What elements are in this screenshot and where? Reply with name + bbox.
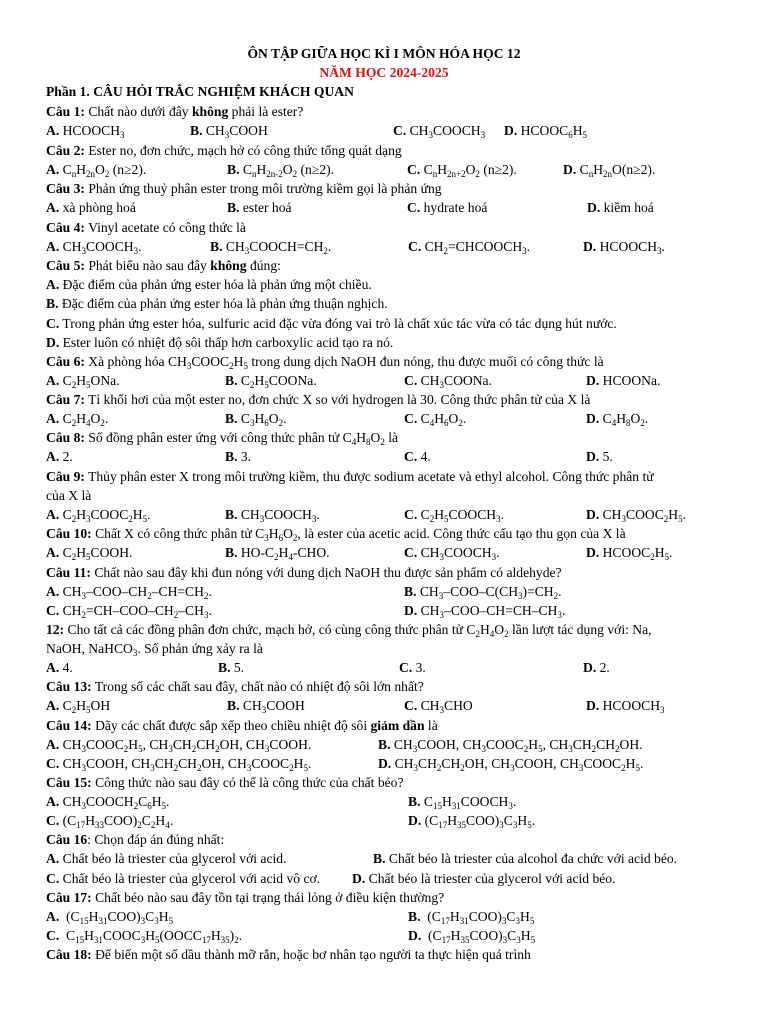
question-3 [46, 181, 442, 197]
option-d[interactable] [586, 373, 660, 389]
option-letter: A. [46, 909, 60, 924]
option-c[interactable]: C. $CH_3COOCH_3$. [404, 545, 500, 562]
option-text: 2. [62, 449, 73, 464]
option-letter: D. [46, 335, 60, 350]
option-b[interactable]: B. $C_{15}H_{31}COOCH_3$. [408, 794, 517, 811]
option-d[interactable]: D. $C_nH_{2n}O(n\ge 2)$. [563, 162, 656, 179]
option-letter: C. [404, 449, 418, 464]
option-text: Chất béo là triester của glycerol với acid. [62, 851, 287, 866]
option-d[interactable] [587, 200, 654, 216]
option-text: HCOONa. [602, 373, 661, 388]
question-text: là [424, 718, 438, 733]
question-6: Câu 6: Xà phòng hóa $CH_3COOC_2H_5$ trong dung dịch NaOH đun nóng, thu được muối có công thức là [46, 354, 604, 371]
question-text: Phát biểu nào sau đây [88, 258, 211, 273]
option-letter: B. [408, 794, 421, 809]
option-letter: B. [225, 545, 238, 560]
part-label: Phần 1. [46, 84, 90, 99]
option-letter: A. [46, 277, 60, 292]
question-text: Thủy phân ester X trong môi trường kiềm, thu được sodium acetate và ethyl alcohol. Công thức phân tử [88, 469, 654, 484]
question-number: Câu 13: [46, 679, 92, 694]
option-letter: B. [46, 296, 59, 311]
question-emphasis: giảm dần [370, 718, 425, 733]
option-letter: D. [352, 871, 366, 886]
question-text: : Chọn đáp án đúng nhất: [87, 832, 225, 847]
option-letter: A. [46, 584, 60, 599]
question-11 [46, 565, 562, 581]
option-c[interactable]: C. $CH_2=CHCOOCH_3$. [408, 239, 531, 256]
question-number: Câu 6: [46, 354, 85, 369]
option-letter: C. [404, 698, 418, 713]
option-d[interactable] [46, 335, 393, 351]
option-letter: A. [46, 737, 60, 752]
question-9-cont: của X là [46, 488, 92, 503]
option-letter: D. [587, 200, 601, 215]
option-letter: B. [404, 584, 417, 599]
option-letter: D. [583, 239, 597, 254]
option-a[interactable]: A. $C_2H_3COOC_2H_5$. [46, 507, 151, 524]
question-text: Vinyl acetate có công thức là [88, 220, 246, 235]
option-letter: D. [408, 813, 422, 828]
option-c[interactable] [46, 871, 320, 887]
option-letter: D. [504, 123, 518, 138]
option-text: Đặc điểm của phản ứng ester hóa là phản ứng thuận nghịch. [61, 296, 388, 311]
question-number: Câu 7: [46, 392, 85, 407]
option-text: Chất béo là triester của alcohol đa chức với acid béo. [388, 851, 678, 866]
question-12-cont: NaOH, NaHCO$_3$. Số phản ứng xảy ra là [46, 641, 263, 658]
option-text: Chất béo là triester của glycerol với acid vô cơ. [62, 871, 321, 886]
question-number: Câu 2: [46, 143, 85, 158]
option-letter: B. [225, 373, 238, 388]
option-text: Chất béo là triester của glycerol với acid béo. [368, 871, 616, 886]
option-d[interactable]: D. $C_4H_8O_2$. [586, 411, 649, 428]
option-a[interactable]: A. $HCOOCH_3$ [46, 123, 125, 140]
option-letter: C. [46, 756, 60, 771]
option-a[interactable]: A. $CH_3COOCH_2C_6H_5$. [46, 794, 170, 811]
option-a[interactable] [46, 200, 136, 216]
option-letter: C. [404, 373, 418, 388]
question-text: Để biến một số dầu thành mỡ rắn, hoặc bơ nhân tạo người ta thực hiện quá trình [95, 947, 531, 962]
option-letter: B. [210, 239, 223, 254]
option-a[interactable]: A. $CH_3-COO-CH_2-CH=CH_2$. [46, 584, 212, 601]
question-number: Câu 11: [46, 565, 91, 580]
option-c[interactable] [407, 200, 487, 216]
option-letter: C. [404, 507, 418, 522]
option-c[interactable]: C. $C_4H_6O_2$. [404, 411, 467, 428]
option-letter: B. [218, 660, 231, 675]
option-text: ester hoá [242, 200, 292, 215]
question-5 [46, 258, 281, 274]
option-c[interactable] [399, 660, 426, 676]
option-a[interactable]: A. $CH_3COOC_2H_5$, $CH_3CH_2CH_2OH$, $CH_3COOH$. [46, 737, 312, 754]
option-letter: C. [408, 239, 422, 254]
option-d[interactable]: D. $HCOOCH_3$. [583, 239, 665, 256]
option-d[interactable]: D. $CH_3COOC_2H_5$. [586, 507, 687, 524]
question-15 [46, 775, 404, 791]
question-number: Câu 8: [46, 430, 85, 445]
option-d[interactable] [586, 449, 613, 465]
question-number: Câu 4: [46, 220, 85, 235]
option-text: 4. [420, 449, 431, 464]
option-letter: C. [399, 660, 413, 675]
option-a[interactable]: A. $C_nH_{2n}O_2$ (n≥2). [46, 162, 147, 179]
option-letter: A. [46, 239, 60, 254]
option-b[interactable]: B. $C_2H_5COONa$. [225, 373, 317, 390]
option-letter: A. [46, 411, 60, 426]
option-b[interactable]: B. $CH_3COOH$ [190, 123, 268, 140]
option-d[interactable] [583, 660, 610, 676]
question-number: Câu 10: [46, 526, 92, 541]
option-letter: D. [583, 660, 597, 675]
question-13 [46, 679, 424, 695]
option-letter: A. [46, 373, 60, 388]
option-letter: C. [46, 316, 60, 331]
question-emphasis: không [210, 258, 247, 273]
option-letter: C. [407, 162, 421, 177]
question-14 [46, 718, 438, 734]
page-title: ÔN TẬP GIỮA HỌC KÌ I MÔN HÓA HỌC 12 [247, 46, 521, 61]
question-9 [46, 469, 654, 485]
option-b[interactable]: B. $CH_3COOCH_3$. [225, 507, 320, 524]
option-a[interactable]: A. $C_2H_5OH$ [46, 698, 111, 715]
option-letter: C. [404, 411, 418, 426]
option-text: hydrate hoá [423, 200, 488, 215]
option-text: 5. [233, 660, 245, 675]
question-text: Phản ứng thuỷ phân ester trong môi trường kiềm gọi là phản ứng [88, 181, 442, 196]
option-letter: D. [586, 373, 600, 388]
question-number: Câu 5: [46, 258, 85, 273]
option-letter: D. [586, 449, 600, 464]
option-c[interactable]: C. $C_{15}H_{31}COOC_3H_5(OOCC_{17}H_{35})_2$. [46, 928, 243, 945]
question-text: Dãy các chất được sắp xếp theo chiều nhiệt độ sôi [95, 718, 371, 733]
question-number: Câu 1: [46, 104, 85, 119]
option-b[interactable]: B. $(C_{17}H_{31}COO)_3C_3H_5$ [408, 909, 535, 926]
option-letter: B. [378, 737, 391, 752]
question-4 [46, 220, 246, 236]
option-a[interactable] [46, 660, 73, 676]
question-text: đúng: [246, 258, 281, 273]
option-letter: B. [373, 851, 386, 866]
question-17 [46, 890, 444, 906]
option-letter: C. [46, 813, 60, 828]
option-letter: D. [586, 411, 600, 426]
option-letter: A. [46, 507, 60, 522]
option-d[interactable]: D. $(C_{17}H_{35}COO)_3C_3H_5$ [408, 928, 536, 945]
part-title: CÂU HỎI TRẮC NGHIỆM KHÁCH QUAN [93, 84, 354, 99]
question-text: Chất nào sau đây khi đun nóng với dung dịch NaOH thu được sản phẩm có aldehyde? [94, 565, 562, 580]
option-text: 3. [240, 449, 252, 464]
option-c[interactable] [404, 449, 431, 465]
option-d[interactable]: D. $HCOOCH_3$ [586, 698, 665, 715]
option-letter: B. [225, 449, 238, 464]
question-text: Ester no, đơn chức, mạch hở có công thức tổng quát dạng [88, 143, 402, 158]
question-text: Tỉ khối hơi của một ester no, đơn chức X so với hydrogen là 30. Công thức phân tử của X là [88, 392, 591, 407]
option-letter: A. [46, 162, 60, 177]
question-number: Câu 9: [46, 469, 85, 484]
option-text: Ester luôn có nhiệt độ sôi thấp hơn carboxylic acid tạo ra nó. [62, 335, 394, 350]
school-year: NĂM HỌC 2024-2025 [319, 65, 449, 80]
option-letter: A. [46, 123, 60, 138]
question-1 [46, 104, 303, 120]
option-d[interactable]: D. $CH_3-COO-CH=CH-CH_3$. [404, 603, 566, 620]
option-text: Trong phản ứng ester hóa, sulfuric acid đặc vừa đóng vai trò là chất xúc tác vừa có tác dụng hút nước. [62, 316, 617, 331]
option-letter: D. [563, 162, 577, 177]
option-b[interactable] [46, 296, 388, 312]
option-b[interactable]: B. $CH_3-COO-C(CH_3)=CH_2$. [404, 584, 562, 601]
option-d[interactable]: D. $(C_{17}H_{35}COO)_3C_3H_5$. [408, 813, 536, 830]
option-b[interactable] [218, 660, 244, 676]
question-emphasis: không [191, 104, 229, 119]
question-text: Trong số các chất sau đây, chất nào có nhiệt độ sôi lớn nhất? [94, 679, 424, 694]
question-text: Chất béo nào sau đây tồn tại trạng thái lỏng ở điều kiện thường? [95, 890, 445, 905]
option-c[interactable]: C. $CH_3COOH$, $CH_3CH_2CH_2OH$, $CH_3COOC_2H_5$. [46, 756, 312, 773]
option-b[interactable]: B. $CH_3COOCH=CH_2$. [210, 239, 332, 256]
option-a[interactable]: A. $C_2H_4O_2$. [46, 411, 109, 428]
question-number: Câu 16 [46, 832, 88, 847]
option-c[interactable]: C. $CH_3COONa$. [404, 373, 492, 390]
option-text: kiềm hoá [603, 200, 654, 215]
option-text: 3. [415, 660, 426, 675]
question-number: Câu 14: [46, 718, 92, 733]
question-10: Câu 10: Chất X có công thức phân tử $C_3H_6O_2$, là ester của acetic acid. Công thức cấu tạo thu gọn của X là [46, 526, 626, 543]
question-2 [46, 143, 402, 159]
option-letter: D. [378, 756, 392, 771]
option-text: 2. [599, 660, 610, 675]
part-heading [46, 84, 354, 100]
option-b[interactable]: B. $HO-C_2H_4$-CHO. [225, 545, 330, 562]
option-d[interactable]: D. $CH_3CH_2CH_2OH$, $CH_3COOH$, $CH_3COOC_2H_5$. [378, 756, 644, 773]
question-16 [46, 832, 224, 848]
question-number: Câu 18: [46, 947, 92, 962]
question-12: 12: Cho tất cả các đồng phân đơn chức, mạch hở, có cùng công thức phân tử $C_2H_4O_2$ lần lượt tác dụng với: Na, [46, 622, 652, 639]
option-a[interactable]: A. $(C_{15}H_{31}COO)_3C_3H_5$ [46, 909, 174, 926]
option-a[interactable]: A. $C_2H_5COOH$. [46, 545, 133, 562]
option-letter: B. [227, 162, 240, 177]
option-a[interactable]: A. $C_2H_5ONa$. [46, 373, 120, 390]
option-b[interactable] [227, 200, 292, 216]
question-8: Câu 8: Số đồng phân ester ứng với công thức phân tử $C_4H_8O_2$ là [46, 430, 399, 447]
option-a[interactable]: A. $CH_3COOCH_3$. [46, 239, 142, 256]
option-b[interactable]: B. $C_3H_6O_2$. [225, 411, 287, 428]
option-letter: B. [227, 698, 240, 713]
option-a[interactable] [46, 449, 73, 465]
option-d[interactable] [352, 871, 616, 887]
option-c[interactable]: C. $C_nH_{2n+2}O_2$ (n≥2). [407, 162, 517, 179]
option-letter: C. [46, 928, 60, 943]
option-c[interactable] [46, 316, 617, 332]
option-text: xà phòng hoá [62, 200, 136, 215]
question-number: Câu 15: [46, 775, 92, 790]
option-letter: B. [190, 123, 203, 138]
option-b[interactable] [373, 851, 677, 867]
option-c[interactable]: C. $CH_3CHO$ [404, 698, 473, 715]
option-letter: A. [46, 698, 60, 713]
option-b[interactable]: B. $CH_3COOH$, $CH_3COOC_2H_5$, $CH_3CH_2CH_2OH$. [378, 737, 643, 754]
option-letter: C. [46, 871, 60, 886]
option-c[interactable]: C. $(C_{17}H_{33}COO)_2C_2H_4$. [46, 813, 174, 830]
option-letter: D. [408, 928, 422, 943]
option-b[interactable]: B. $C_nH_{2n-2}O_2$ (n≥2). [227, 162, 334, 179]
option-letter: A. [46, 545, 60, 560]
option-d[interactable]: D. $HCOOC_2H_5$. [586, 545, 673, 562]
option-letter: A. [46, 200, 60, 215]
option-a[interactable] [46, 851, 286, 867]
question-number: Câu 3: [46, 181, 85, 196]
option-a[interactable] [46, 277, 372, 293]
option-letter: C. [393, 123, 407, 138]
option-letter: C. [404, 545, 418, 560]
option-letter: B. [408, 909, 421, 924]
option-letter: A. [46, 449, 60, 464]
option-letter: D. [586, 507, 600, 522]
question-text: Chất nào dưới đây [88, 104, 192, 119]
option-letter: D. [586, 698, 600, 713]
option-letter: C. [407, 200, 421, 215]
option-letter: D. [404, 603, 418, 618]
option-letter: D. [586, 545, 600, 560]
question-number: 12: [46, 622, 65, 637]
option-text: 5. [602, 449, 613, 464]
question-number: Câu 17: [46, 890, 92, 905]
option-text: Đặc điểm của phản ứng ester hóa là phản ứng một chiều. [62, 277, 372, 292]
question-18 [46, 947, 531, 963]
option-letter: A. [46, 794, 60, 809]
option-b[interactable] [225, 449, 251, 465]
option-c[interactable]: C. $C_2H_5COOCH_3$. [404, 507, 505, 524]
option-letter: B. [225, 411, 238, 426]
option-letter: B. [227, 200, 240, 215]
option-c[interactable]: C. $CH_3COOCH_3$ [393, 123, 486, 140]
option-letter: A. [46, 851, 60, 866]
option-d[interactable]: D. $HCOOC_6H_5$ [504, 123, 588, 140]
option-letter: A. [46, 660, 60, 675]
option-b[interactable]: B. $CH_3COOH$ [227, 698, 305, 715]
question-text: phải là ester? [228, 104, 304, 119]
option-text: 4. [62, 660, 73, 675]
option-c[interactable]: C. $CH_2=CH-COO-CH_2-CH_3$. [46, 603, 212, 620]
question-7 [46, 392, 590, 408]
option-letter: B. [225, 507, 238, 522]
question-text: Công thức nào sau đây có thể là công thức của chất béo? [95, 775, 404, 790]
option-letter: C. [46, 603, 60, 618]
